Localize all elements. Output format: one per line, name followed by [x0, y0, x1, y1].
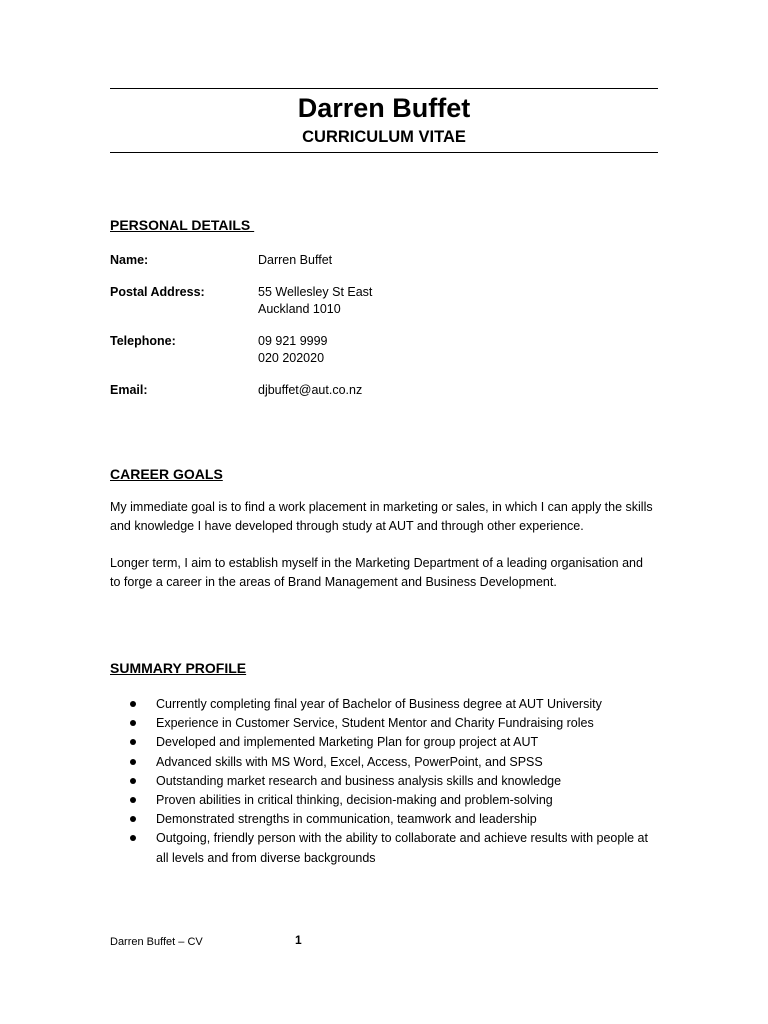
- summary-item: [130, 829, 655, 867]
- career-goals-heading: CAREER GOALS: [110, 466, 223, 482]
- header-bottom-rule: [110, 152, 658, 153]
- summary-item: [130, 772, 655, 791]
- bullet-icon: [130, 759, 136, 765]
- summary-item-text: Currently completing final year of Bachelor of Business degree at AUT University: [156, 697, 602, 711]
- postal-address-line1: 55 Wellesley St East: [258, 285, 373, 299]
- summary-item: [130, 733, 655, 752]
- footer-text: Darren Buffet – CV: [110, 936, 203, 948]
- email-label: Email:: [110, 383, 148, 397]
- summary-item: [130, 695, 655, 714]
- cv-name-title: Darren Buffet: [297, 93, 471, 123]
- summary-item: [130, 714, 655, 733]
- summary-profile-heading: SUMMARY PROFILE: [110, 660, 247, 676]
- email-value: djbuffet@aut.co.nz: [258, 383, 363, 397]
- telephone-label: Telephone:: [110, 334, 176, 348]
- summary-item-text: Advanced skills with MS Word, Excel, Access, PowerPoint, and SPSS: [156, 754, 543, 769]
- personal-details-heading: PERSONAL DETAILS: [110, 217, 255, 233]
- cv-subtitle: CURRICULUM VITAE: [302, 128, 466, 146]
- postal-address-line2: Auckland 1010: [258, 302, 341, 316]
- postal-address-label: Postal Address:: [110, 285, 205, 299]
- summary-item-text: Experience in Customer Service, Student Mentor and Charity Fundraising roles: [156, 716, 594, 731]
- career-goals-paragraph-1: My immediate goal is to find a work placement in marketing or sales, in which I can apply the skills and knowledge I have developed through study at AUT and through other experience.: [110, 500, 653, 533]
- bullet-icon: [130, 835, 136, 841]
- bullet-icon: [130, 701, 136, 707]
- summary-item-text: Outstanding market research and business analysis skills and knowledge: [156, 773, 562, 788]
- summary-item-text: Developed and implemented Marketing Plan for group project at AUT: [156, 735, 539, 750]
- telephone-line2: 020 202020: [258, 351, 325, 365]
- telephone-line1: 09 921 9999: [258, 334, 328, 348]
- bullet-icon: [130, 739, 136, 745]
- summary-item: [130, 791, 655, 810]
- bullet-icon: [130, 778, 136, 784]
- bullet-icon: [130, 720, 136, 726]
- page-number: 1: [295, 933, 302, 947]
- name-value: Darren Buffet: [258, 253, 333, 267]
- summary-item-text: Proven abilities in critical thinking, decision-making and problem-solving: [156, 793, 553, 808]
- career-goals-paragraph-2: Longer term, I aim to establish myself in the Marketing Department of a leading organisation and to forge a career in the areas of Brand Management and Business Development.: [110, 556, 643, 589]
- summary-item-text: Demonstrated strengths in communication, teamwork and leadership: [156, 812, 537, 827]
- name-label: Name:: [110, 253, 149, 267]
- summary-item: [130, 810, 655, 829]
- summary-profile-list: [130, 695, 655, 868]
- bullet-icon: [130, 816, 136, 822]
- summary-item-text: Outgoing, friendly person with the ability to collaborate and achieve results with people at all levels and from diverse backgrounds: [156, 831, 648, 865]
- bullet-icon: [130, 797, 136, 803]
- summary-item: [130, 753, 655, 772]
- header-top-rule: [110, 88, 658, 89]
